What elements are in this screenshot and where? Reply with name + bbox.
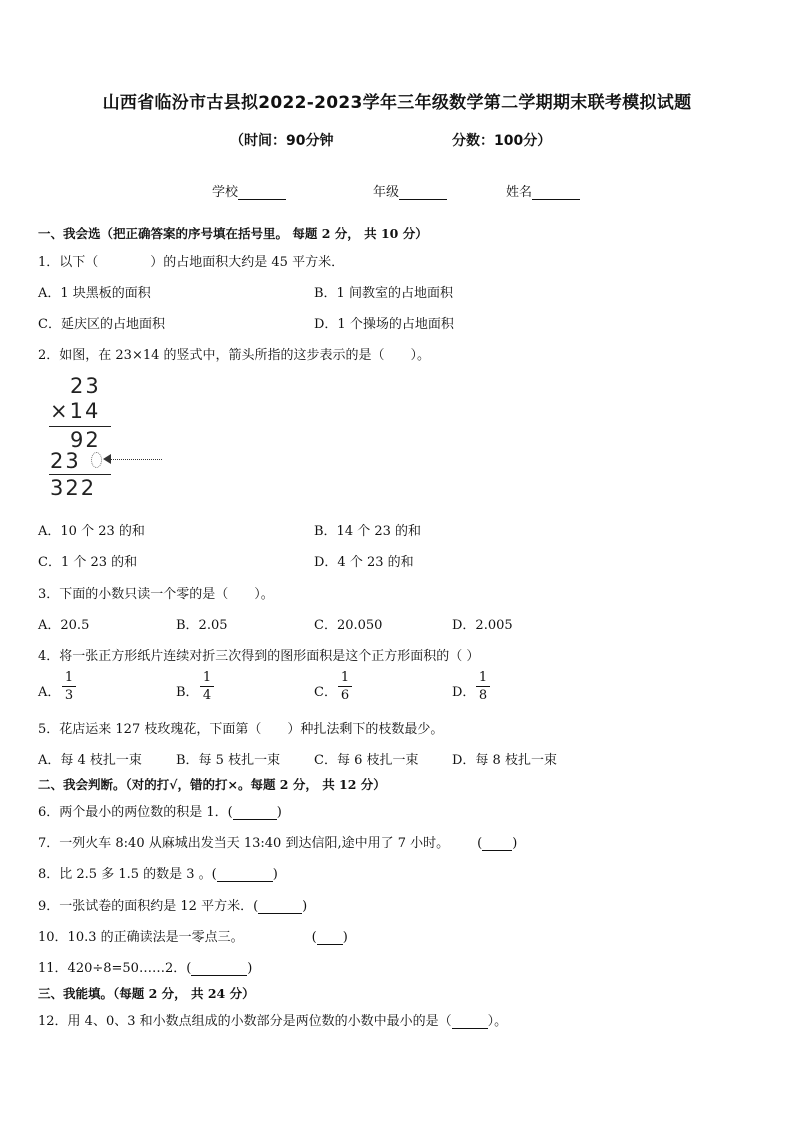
q1-option-c[interactable]: C．延庆区的占地面积	[38, 317, 165, 332]
q3-option-d[interactable]: D．2.005	[452, 618, 513, 633]
question-12-text: 12．用 4、0、3 和小数点组成的小数部分是两位数的小数中最小的是（	[38, 1014, 452, 1029]
dotted-zero-mark	[91, 452, 102, 468]
question-11-answer-blank[interactable]	[191, 963, 247, 976]
question-1-pre: 1．以下（	[38, 255, 99, 270]
question-11	[38, 957, 252, 976]
q3-option-c[interactable]: C．20.050	[314, 618, 383, 633]
vertical-rule-1	[49, 426, 111, 427]
fraction-bar	[476, 686, 490, 687]
q1-option-a[interactable]: A．1 块黑板的面积	[38, 286, 151, 301]
paren-close: )	[512, 836, 518, 851]
q2-option-b[interactable]: B．14 个 23 的和	[314, 524, 422, 539]
question-9	[38, 895, 307, 914]
name-field	[506, 181, 580, 200]
fraction-denominator: 8	[478, 688, 488, 703]
q3-option-b[interactable]: B．2.05	[176, 618, 228, 633]
q2-option-a[interactable]: A．10 个 23 的和	[38, 524, 145, 539]
question-10-text: 10．10.3 的正确读法是一零点三。	[38, 930, 244, 945]
question-7-text: 7．一列火车 8:40 从麻城出发当天 13:40 到达信阳,途中用了 7 小时。	[38, 836, 450, 851]
exam-time: （时间：90分钟	[230, 133, 334, 149]
paren-close: )	[247, 961, 253, 976]
question-7-answer-blank[interactable]	[482, 838, 512, 851]
paren-close: )	[272, 867, 278, 882]
q1-option-d[interactable]: D．1 个操场的占地面积	[314, 317, 454, 332]
vertical-row-partial-2: 23	[50, 449, 81, 473]
name-blank[interactable]	[532, 186, 580, 200]
question-10	[38, 926, 348, 945]
q2-option-c[interactable]: C．1 个 23 的和	[38, 555, 138, 570]
grade-label: 年级	[373, 185, 400, 200]
question-9-text: 9．一张试卷的面积约是 12 平方米．(	[38, 899, 259, 914]
fraction-numerator: 1	[340, 670, 350, 685]
q4-option-a-label[interactable]: A．	[38, 685, 61, 700]
question-4: 4．将一张正方形纸片连续对折三次得到的图形面积是这个正方形面积的（ ）	[38, 649, 480, 664]
vertical-rule-2	[49, 474, 111, 475]
fraction-numerator: 1	[202, 670, 212, 685]
name-label: 姓名	[506, 185, 533, 200]
question-3: 3．下面的小数只读一个零的是（ ）。	[38, 587, 274, 602]
question-8-text: 8．比 2.5 多 1.5 的数是 3 。(	[38, 867, 217, 882]
vertical-row-multiplicand: 23	[70, 374, 101, 398]
question-6	[38, 801, 282, 820]
question-6-text: 6．两个最小的两位数的积是 1．(	[38, 805, 233, 820]
question-8	[38, 863, 278, 882]
question-11-text: 11．420÷8=50……2．(	[38, 961, 192, 976]
q4-option-a-fraction[interactable]	[62, 670, 76, 703]
fraction-bar	[200, 686, 214, 687]
section-heading-3: 三、我能填。（每题 2 分， 共 24 分）	[38, 986, 255, 1001]
paren-open: (	[311, 930, 317, 945]
paren-close: )	[342, 930, 348, 945]
q4-option-b-label[interactable]: B．	[176, 685, 199, 700]
q5-option-a[interactable]: A．每 4 枝扎一束	[38, 753, 142, 768]
fraction-numerator: 1	[478, 670, 488, 685]
grade-blank[interactable]	[399, 186, 447, 200]
vertical-row-partial-1: 92	[70, 428, 101, 452]
q5-option-d[interactable]: D．每 8 枝扎一束	[452, 753, 557, 768]
question-10-answer-blank[interactable]	[317, 932, 343, 945]
exam-score: 分数：100分）	[452, 133, 552, 149]
grade-field	[373, 181, 447, 200]
q4-option-d-fraction[interactable]	[476, 670, 490, 703]
section-heading-2: 二、我会判断。（对的打√，错的打×。每题 2 分， 共 12 分）	[38, 777, 386, 792]
q5-option-b[interactable]: B．每 5 枝扎一束	[176, 753, 281, 768]
fraction-bar	[338, 686, 352, 687]
question-2: 2．如图，在 23×14 的竖式中，箭头所指的这步表示的是（ ）。	[38, 348, 431, 363]
q1-option-b[interactable]: B．1 间教室的占地面积	[314, 286, 453, 301]
question-12	[38, 1010, 507, 1029]
paren-close: )	[302, 899, 308, 914]
school-label: 学校	[212, 185, 239, 200]
fraction-denominator: 4	[202, 688, 212, 703]
fraction-denominator: 3	[64, 688, 74, 703]
fraction-numerator: 1	[64, 670, 74, 685]
question-9-answer-blank[interactable]	[258, 901, 302, 914]
school-field	[212, 181, 286, 200]
question-6-answer-blank[interactable]	[233, 807, 277, 820]
school-blank[interactable]	[238, 186, 286, 200]
arrow-dotted-line	[110, 459, 162, 460]
q2-option-d[interactable]: D．4 个 23 的和	[314, 555, 414, 570]
paren-close: )	[276, 805, 282, 820]
q3-option-a[interactable]: A．20.5	[38, 618, 90, 633]
page-title: 山西省临汾市古县拟2022-2023学年三年级数学第二学期期末联考模拟试题	[102, 93, 692, 113]
fraction-denominator: 6	[340, 688, 350, 703]
vertical-row-multiplier: ×14	[50, 399, 101, 423]
q4-option-c-fraction[interactable]	[338, 670, 352, 703]
q4-option-b-fraction[interactable]	[200, 670, 214, 703]
q5-option-c[interactable]: C．每 6 枝扎一束	[314, 753, 419, 768]
vertical-multiplication-figure	[40, 374, 170, 504]
question-12-close: ）。	[487, 1014, 508, 1029]
q4-option-c-label[interactable]: C．	[314, 685, 337, 700]
question-8-answer-blank[interactable]	[217, 869, 273, 882]
fraction-bar	[62, 686, 76, 687]
vertical-row-product: 322	[50, 476, 97, 500]
question-7	[38, 832, 517, 851]
question-1-post: ）的占地面积大约是 45 平方米．	[150, 255, 345, 270]
section-heading-1: 一、我会选（把正确答案的序号填在括号里。 每题 2 分， 共 10 分）	[38, 226, 428, 241]
paren-open: (	[477, 836, 483, 851]
question-5: 5．花店运来 127 枝玫瑰花，下面第（ ）种扎法剩下的枝数最少。	[38, 722, 444, 737]
question-1	[38, 251, 344, 270]
question-12-answer-blank[interactable]	[452, 1016, 488, 1029]
q4-option-d-label[interactable]: D．	[452, 685, 476, 700]
